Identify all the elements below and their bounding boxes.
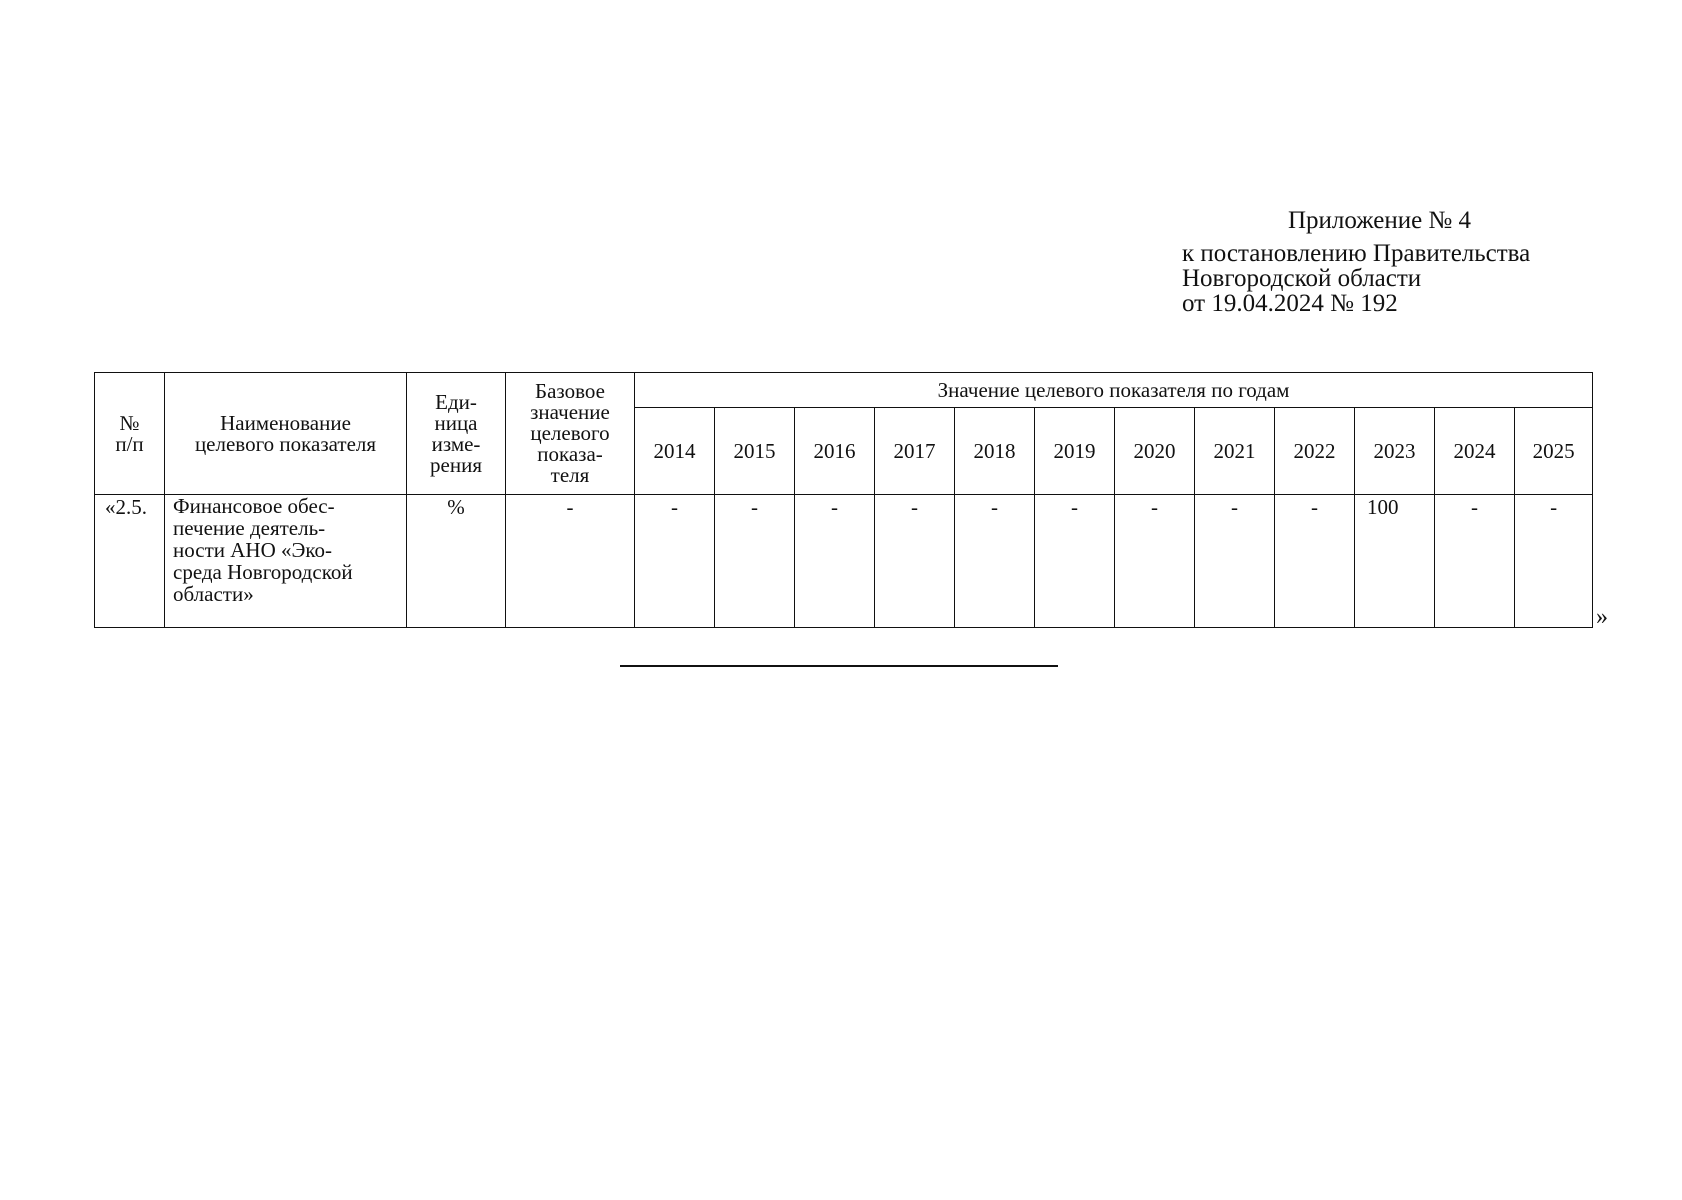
header-unit: Еди- ница изме- рения	[407, 373, 506, 495]
appendix-title: Приложение № 4	[1288, 207, 1472, 234]
header-year: 2023	[1355, 408, 1435, 495]
end-divider-line	[620, 665, 1058, 667]
header-base-value: Базовое значение целевого показа- теля	[506, 373, 635, 495]
year-value: -	[715, 495, 795, 628]
closing-quote-mark: »	[1596, 604, 1608, 630]
row-number: «2.5.	[95, 495, 165, 628]
year-value: -	[635, 495, 715, 628]
header-year: 2015	[715, 408, 795, 495]
header-year: 2022	[1275, 408, 1355, 495]
appendix-resolution-line: к постановлению Правительства	[1182, 240, 1531, 267]
year-value: -	[1435, 495, 1515, 628]
year-value: 100	[1355, 495, 1435, 628]
appendix-header	[1182, 208, 1530, 316]
year-value: -	[955, 495, 1035, 628]
year-value: -	[1115, 495, 1195, 628]
year-value: -	[1195, 495, 1275, 628]
year-value: -	[795, 495, 875, 628]
year-value: -	[1035, 495, 1115, 628]
base-value: -	[506, 495, 635, 628]
year-value: -	[1275, 495, 1355, 628]
header-year: 2016	[795, 408, 875, 495]
indicator-name: Финансовое обес- печение деятель- ности АНО «Эко- среда Новгородской области»	[165, 495, 407, 628]
table-row	[95, 495, 1593, 628]
year-value: -	[875, 495, 955, 628]
header-year: 2024	[1435, 408, 1515, 495]
appendix-region-line: Новгородской области	[1182, 265, 1422, 292]
header-year: 2025	[1515, 408, 1593, 495]
header-values-by-year: Значение целевого показателя по годам	[635, 373, 1593, 408]
header-year: 2018	[955, 408, 1035, 495]
header-year: 2017	[875, 408, 955, 495]
header-year: 2021	[1195, 408, 1275, 495]
target-indicators-table	[94, 372, 1593, 628]
year-value: -	[1515, 495, 1593, 628]
unit-value: %	[407, 495, 506, 628]
header-year: 2019	[1035, 408, 1115, 495]
header-year: 2014	[635, 408, 715, 495]
header-number: № п/п	[95, 373, 165, 495]
header-year: 2020	[1115, 408, 1195, 495]
appendix-date-line: от 19.04.2024 № 192	[1182, 290, 1398, 317]
header-indicator-name: Наименование целевого показателя	[165, 373, 407, 495]
